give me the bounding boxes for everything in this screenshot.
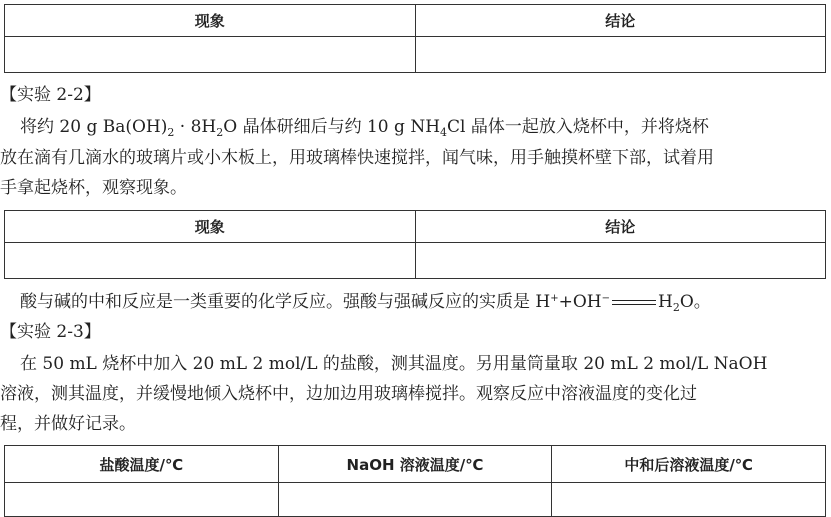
equals-sign-icon [612,297,656,309]
neutralization-text: 酸与碱的中和反应是一类重要的化学反应。强酸与强碱反应的实质是 H++OH− $H_2O$。 [20,292,711,314]
header-phenomenon: 现象 [5,211,416,243]
experiment-2-2-line3: 手拿起烧杯，观察现象。 [0,178,187,198]
experiment-2-3-heading: 【实验 2-3】 [0,322,101,342]
header-phenomenon: 现象 [5,5,416,37]
phenomenon-cell[interactable] [5,243,416,279]
hcl-temp-cell[interactable] [5,483,279,517]
experiment-2-2-line2: 放在滴有几滴水的玻璃片或小木板上，用玻璃棒快速搅拌，闻气味，用手触摸杯壁下部，试着用 [0,148,714,168]
observation-table-2 [4,210,826,279]
mixed-temp-cell[interactable] [552,483,826,517]
phenomenon-cell[interactable] [5,37,416,73]
experiment-2-3-line3: 程，并做好记录。 [0,414,136,434]
header-conclusion: 结论 [415,211,826,243]
observation-table-1 [4,4,826,73]
header-hcl-temp: 盐酸温度/℃ [5,446,279,483]
header-conclusion: 结论 [415,5,826,37]
temperature-table [4,445,826,517]
experiment-2-2-line1: 将约 20 g $Ba(OH)_2 \cdot 8H_2O$ 晶体研细后与约 10 g $NH_4Cl$ 晶体一起放入烧杯中，并将烧杯 [20,117,709,139]
naoh-temp-cell[interactable] [278,483,552,517]
experiment-2-3-line1: 在 50 mL 烧杯中加入 20 mL 2 mol/L 的盐酸，测其温度。另用量筒量取 20 mL 2 mol/L NaOH [20,354,768,374]
experiment-2-2-heading: 【实验 2-2】 [0,85,101,105]
header-naoh-temp: NaOH 溶液温度/℃ [278,446,552,483]
header-mixed-temp: 中和后溶液温度/℃ [552,446,826,483]
conclusion-cell[interactable] [415,243,826,279]
experiment-2-3-line2: 溶液，测其温度，并缓慢地倾入烧杯中，边加边用玻璃棒搅拌。观察反应中溶液温度的变化过 [0,384,697,404]
conclusion-cell[interactable] [415,37,826,73]
